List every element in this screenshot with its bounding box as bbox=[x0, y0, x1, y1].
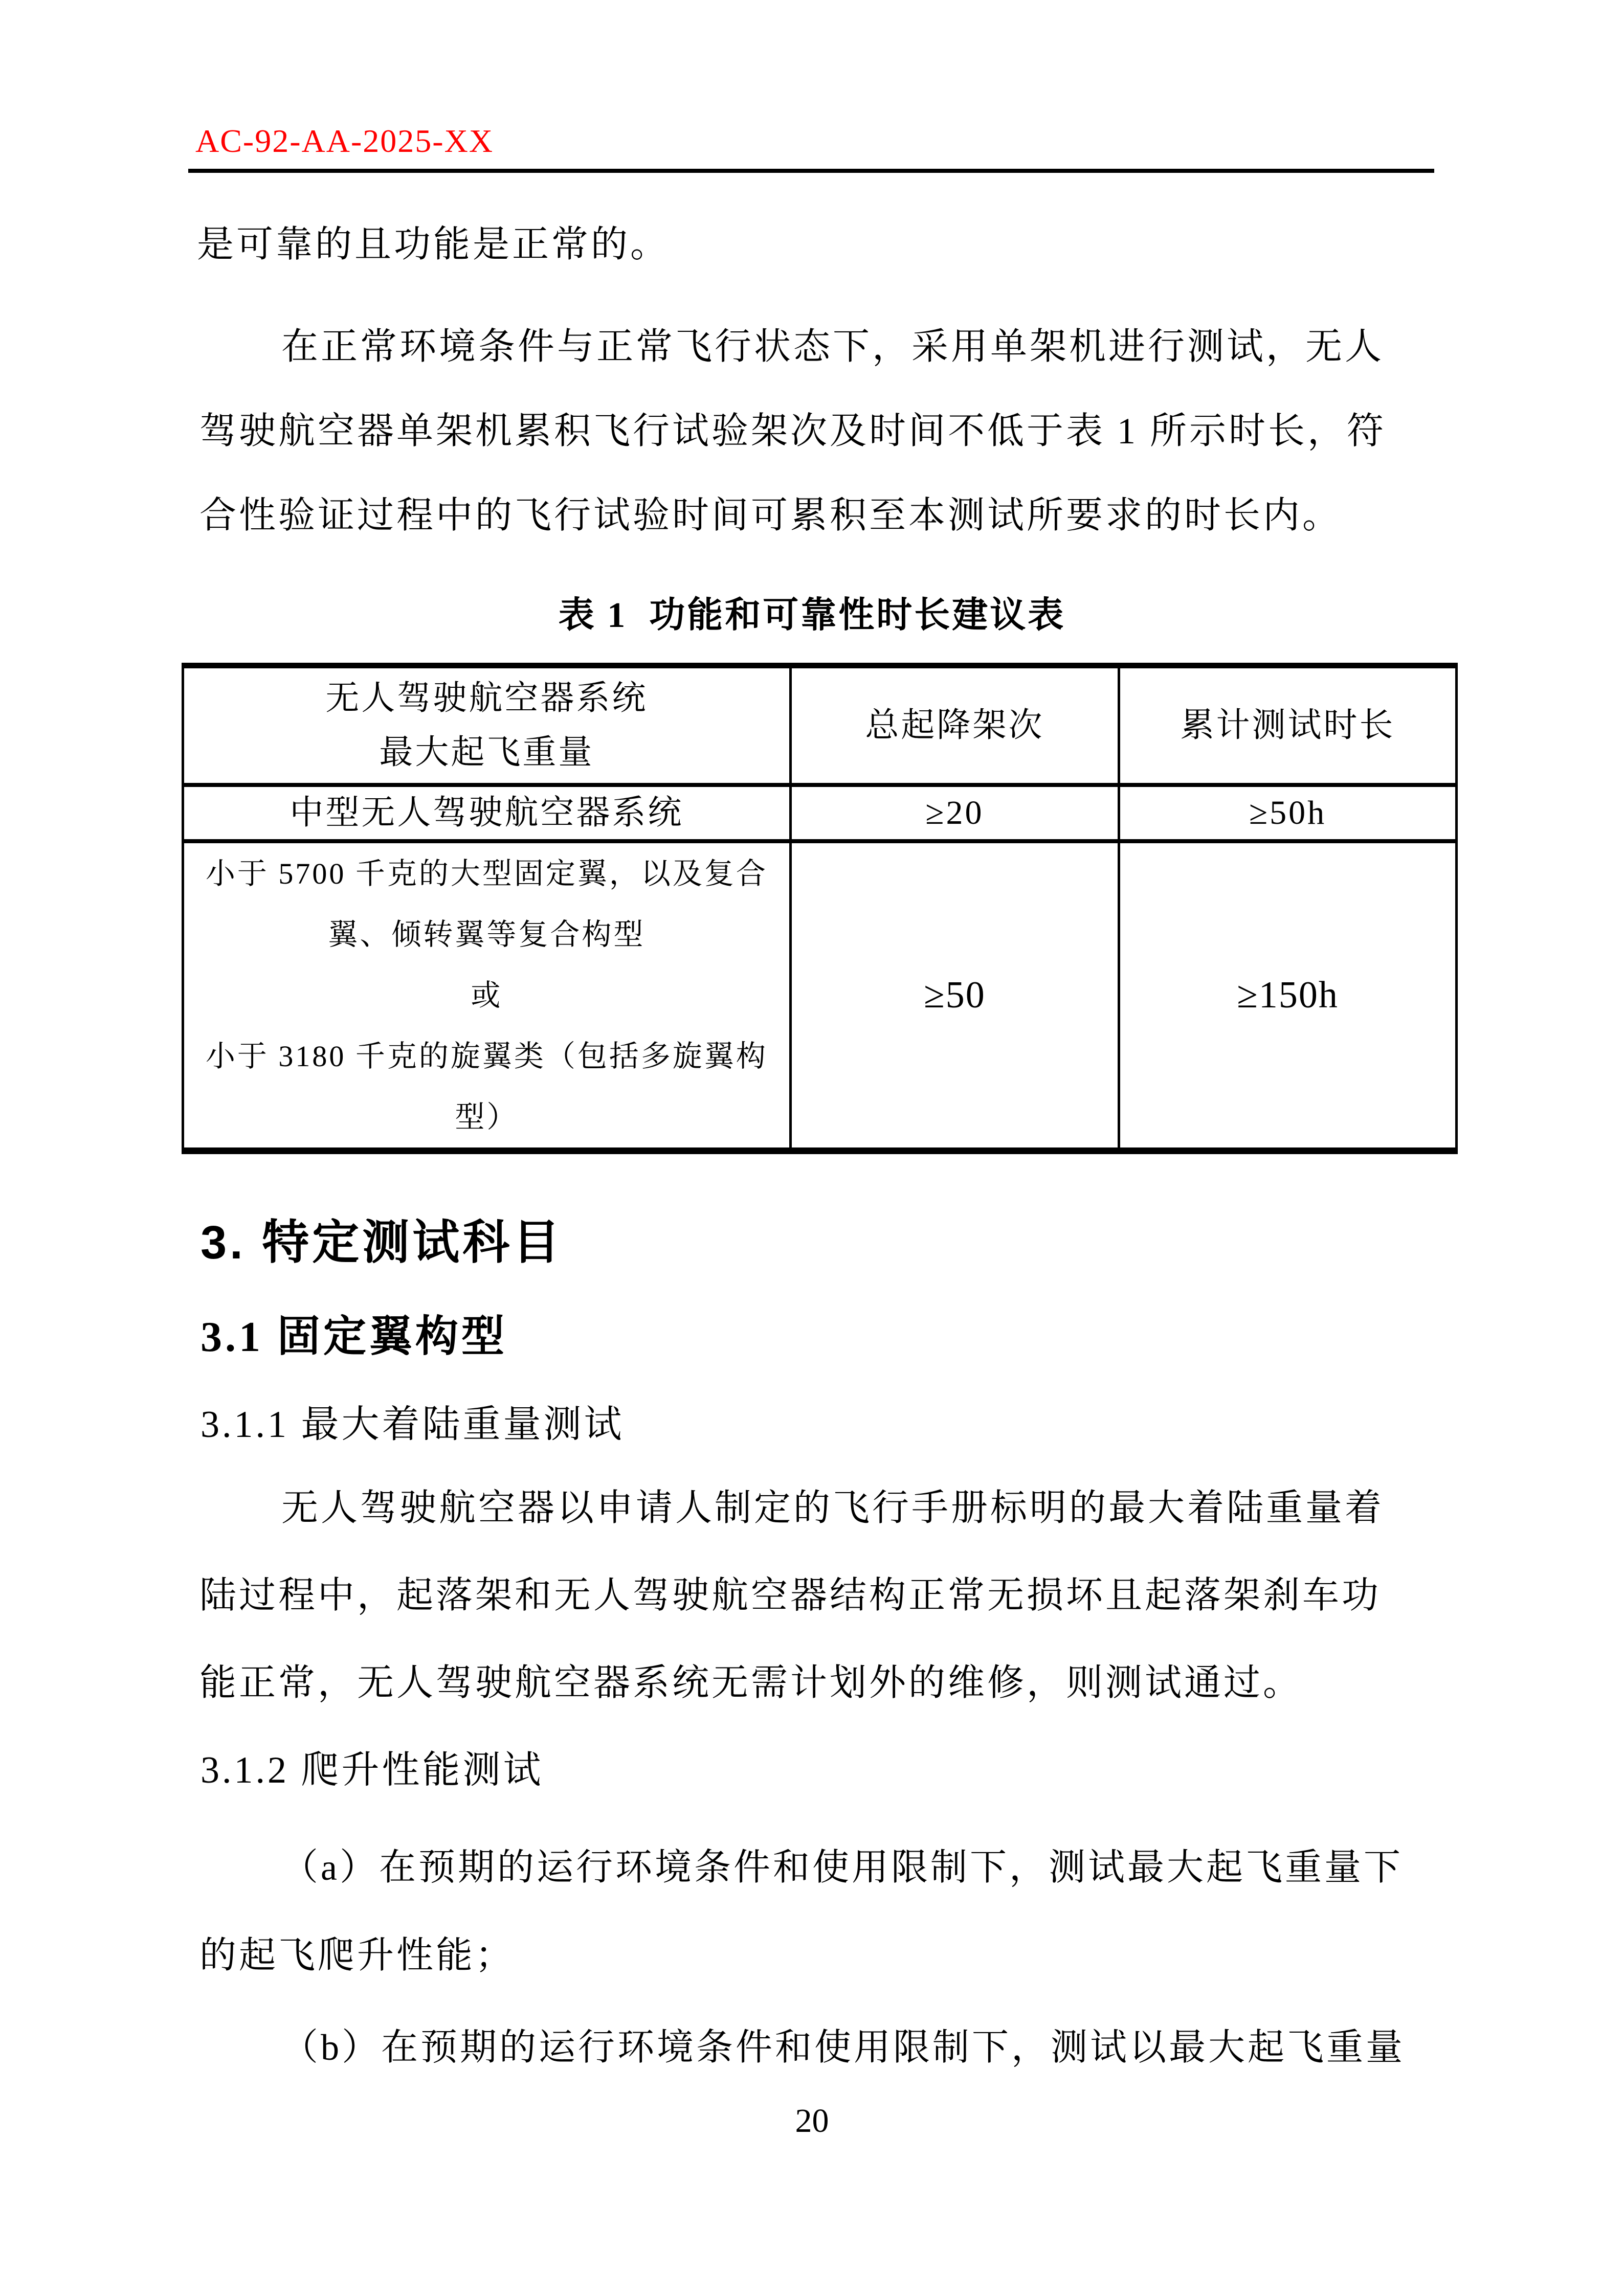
paragraph-line: 是可靠的且功能是正常的。 bbox=[197, 224, 670, 265]
paragraph-line: （a）在预期的运行环境条件和使用限制下，测试最大起飞重量下 bbox=[281, 1847, 1403, 1888]
cell-sorties: ≥20 bbox=[790, 785, 1119, 841]
cell-duration: ≥150h bbox=[1119, 841, 1457, 1151]
cell-category: 中型无人驾驶航空器系统 bbox=[183, 785, 791, 841]
table-row-large-uas bbox=[183, 841, 1457, 1151]
paragraph-line: 能正常，无人驾驶航空器系统无需计划外的维修，则测试通过。 bbox=[199, 1662, 1303, 1703]
section-heading-3-1-1: 3.1.1 最大着陆重量测试 bbox=[201, 1404, 625, 1446]
section-heading-3-1: 3.1 固定翼构型 bbox=[201, 1313, 508, 1361]
table-header-cell-sorties: 总起降架次 bbox=[790, 666, 1119, 785]
paragraph-line: 的起飞爬升性能； bbox=[199, 1935, 515, 1976]
paragraph-line: 无人驾驶航空器以申请人制定的飞行手册标明的最大着陆重量着 bbox=[281, 1488, 1385, 1528]
table-row-medium-uas bbox=[183, 785, 1457, 841]
cell-sorties: ≥50 bbox=[790, 841, 1119, 1151]
header-rule bbox=[188, 169, 1434, 173]
cell-category bbox=[183, 841, 791, 1151]
paragraph-line: 驾驶航空器单架机累积飞行试验架次及时间不低于表 1 所示时长，符 bbox=[199, 411, 1387, 452]
table-header-cell-duration: 累计测试时长 bbox=[1119, 666, 1457, 785]
cell-duration: ≥50h bbox=[1119, 785, 1457, 841]
category-line: 翼、倾转翼等复合构型 bbox=[328, 917, 646, 951]
paragraph-line: 陆过程中，起落架和无人驾驶航空器结构正常无损坏且起落架刹车功 bbox=[199, 1575, 1382, 1616]
section-heading-3-1-2: 3.1.2 爬升性能测试 bbox=[201, 1749, 544, 1791]
category-line: 型） bbox=[455, 1100, 519, 1134]
paragraph-line: 在正常环境条件与正常飞行状态下，采用单架机进行测试，无人 bbox=[281, 326, 1385, 367]
recommendation-table bbox=[182, 663, 1458, 1154]
category-line: 小于 3180 千克的旋翼类（包括多旋翼构 bbox=[205, 1039, 768, 1073]
category-line: 或 bbox=[471, 978, 503, 1012]
header-line: 无人驾驶航空器系统 bbox=[325, 679, 648, 717]
paragraph-line: 合性验证过程中的飞行试验时间可累积至本测试所要求的时长内。 bbox=[199, 495, 1342, 536]
section-heading-3: 3. 特定测试科目 bbox=[201, 1217, 563, 1269]
table-header-row bbox=[183, 666, 1457, 785]
table-header-cell-category bbox=[183, 666, 791, 785]
page-number: 20 bbox=[795, 2102, 829, 2140]
category-line: 小于 5700 千克的大型固定翼，以及复合 bbox=[205, 857, 768, 890]
header-line: 最大起飞重量 bbox=[379, 733, 594, 771]
paragraph-line: （b）在预期的运行环境条件和使用限制下，测试以最大起飞重量 bbox=[281, 2027, 1406, 2068]
table-caption: 表 1 功能和可靠性时长建议表 bbox=[558, 596, 1066, 635]
doc-code: AC-92-AA-2025-XX bbox=[195, 123, 494, 159]
